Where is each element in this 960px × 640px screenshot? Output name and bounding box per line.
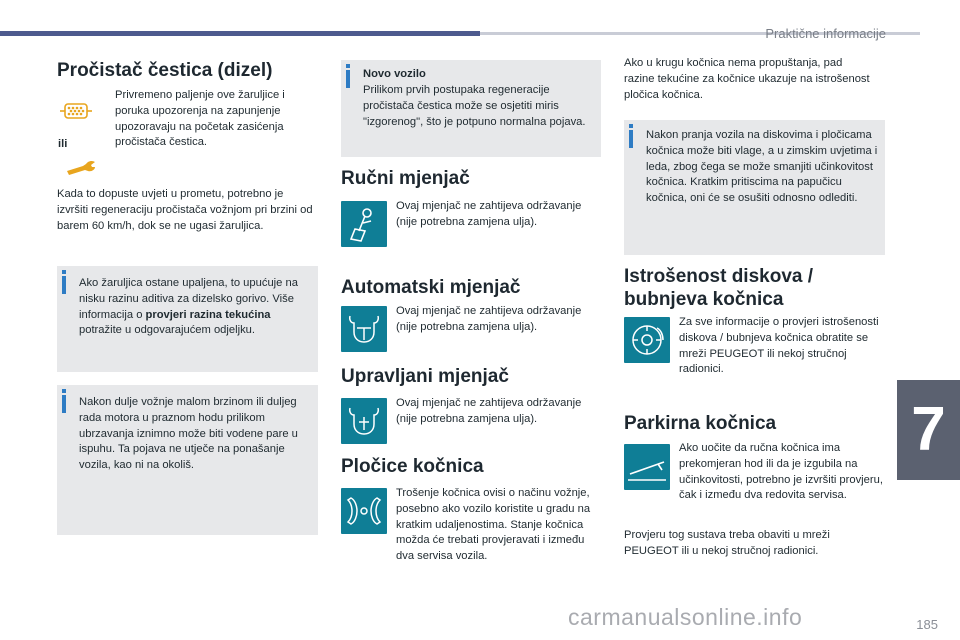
- managed-gearbox-heading: Upravljani mjenjač: [341, 366, 509, 387]
- or-label: ili: [58, 138, 68, 150]
- info-icon: [62, 395, 66, 413]
- disc-wear-heading: Istrošenost diskova / bubnjeva kočnica: [624, 266, 814, 310]
- page-number: 185: [916, 617, 938, 632]
- parking-brake-icon: [624, 444, 670, 490]
- info-box-water-vapour: [57, 385, 318, 535]
- info-box-new-vehicle: [341, 60, 601, 157]
- manual-gearbox-text: Ovaj mjenjač ne zahtijeva održavanje (nije potrebna zamjena ulja).: [396, 200, 582, 228]
- info-icon-dot: [62, 389, 66, 393]
- manual-gearbox-icon: [341, 201, 387, 247]
- brake-pads-heading: Pločice kočnica: [341, 456, 484, 477]
- info-water-vapour-text: Nakon dulje vožnje malom brzinom ili duljeg rada motora u praznom hodu prilikom ubrzavanja iznimno može biti vodene pare u ispuhu. Ta pojava ne utječe na ponašanje vozila, kao ni na okoliš.: [79, 396, 298, 472]
- particle-filter-intro: Privremeno paljenje ove žaruljice i poruka upozorenja na zapunjenje upozoravaju na početak zasićenja pročistača čestica.: [115, 89, 285, 149]
- disc-wear-text: Za sve informacije o provjeri istrošenosti diskova / bubnjeva kočnica obratite se mreži PEUGEOT ili nekoj stručnoj radionici.: [679, 316, 879, 376]
- info-icon-dot: [346, 64, 350, 68]
- chapter-number: 7: [911, 395, 946, 464]
- info-additive-text-b: potražite u odgovarajućem odjeljku.: [79, 324, 255, 337]
- parking-brake-text: Ako uočite da ručna kočnica ima prekomjeran hod ili da je izgubila na učinkovitosti, potrebno je izvršiti provjeru, čak i između dva redovita servisa.: [679, 442, 883, 502]
- info-icon: [629, 130, 633, 148]
- info-icon: [62, 276, 66, 294]
- particle-filter-paragraph: Kada to dopuste uvjeti u prometu, potrebno je izvršiti regeneraciju pročistača vožnjom pri brzini od barem 60 km/h, dok se ne ugasi žaruljica.: [57, 188, 313, 232]
- automatic-gearbox-text: Ovaj mjenjač ne zahtijeva održavanje (nije potrebna zamjena ulja).: [396, 305, 582, 333]
- automatic-gearbox-icon: [341, 306, 387, 352]
- info-brakes-moisture-text: Nakon pranja vozila na diskovima i pločicama kočnica može biti vlage, a u zimskim uvjetima i leda, zbog čega se može smanjiti učinkovitost kočnica. Kratkim pritiscima na papučicu kočnica, oni će se osušiti odnosno odlediti.: [646, 129, 878, 205]
- automatic-gearbox-heading: Automatski mjenjač: [341, 277, 521, 298]
- brake-pads-icon: [341, 488, 387, 534]
- info-icon-dot: [629, 124, 633, 128]
- info-additive-link: provjeri razina tekućina: [145, 308, 271, 321]
- watermark: carmanualsonline.info: [568, 604, 803, 630]
- managed-gearbox-text: Ovaj mjenjač ne zahtijeva održavanje (nije potrebna zamjena ulja).: [396, 397, 582, 425]
- manual-gearbox-heading: Ručni mjenjač: [341, 168, 470, 189]
- section-title: Praktične informacije: [765, 26, 886, 41]
- header-accent-bar: [0, 31, 480, 36]
- brake-fluid-text: Ako u krugu kočnica nema propuštanja, pad razine tekućine za kočnice ukazuje na istrošenost pločica kočnica.: [624, 57, 870, 101]
- particle-filter-warning-icon: [58, 98, 94, 124]
- brake-pads-text: Trošenje kočnica ovisi o načinu vožnje, posebno ako vozilo koristite u gradu na kratkim udaljenostima. Stanje kočnica možda će trebati provjeravati i između dva servisa vozila.: [396, 487, 591, 563]
- info-additive-text: [79, 276, 311, 339]
- particle-filter-heading: Pročistač čestica (dizel): [57, 60, 273, 81]
- info-new-vehicle-text: Prilikom prvih postupaka regeneracije pročistača čestica može se osjetiti miris "izgorenog", što je potpuno normalna pojava.: [363, 84, 586, 128]
- info-additive-text-a: Ako žaruljica ostane upaljena, to upućuje na nisku razinu aditiva za dizelsko gorivo. Više informacija o: [79, 277, 298, 321]
- info-new-vehicle-title: Novo vozilo: [363, 68, 426, 80]
- info-box-brakes-moisture: [624, 120, 885, 255]
- info-icon: [346, 70, 350, 88]
- info-icon-dot: [62, 270, 66, 274]
- brake-disc-icon: [624, 317, 670, 363]
- parking-brake-paragraph: Provjeru tog sustava treba obaviti u mreži PEUGEOT ili u nekoj stručnoj radionici.: [624, 529, 830, 557]
- managed-gearbox-icon: [341, 398, 387, 444]
- parking-brake-heading: Parkirna kočnica: [624, 413, 777, 434]
- info-box-additive: [57, 266, 318, 372]
- wrench-warning-icon: [64, 158, 98, 178]
